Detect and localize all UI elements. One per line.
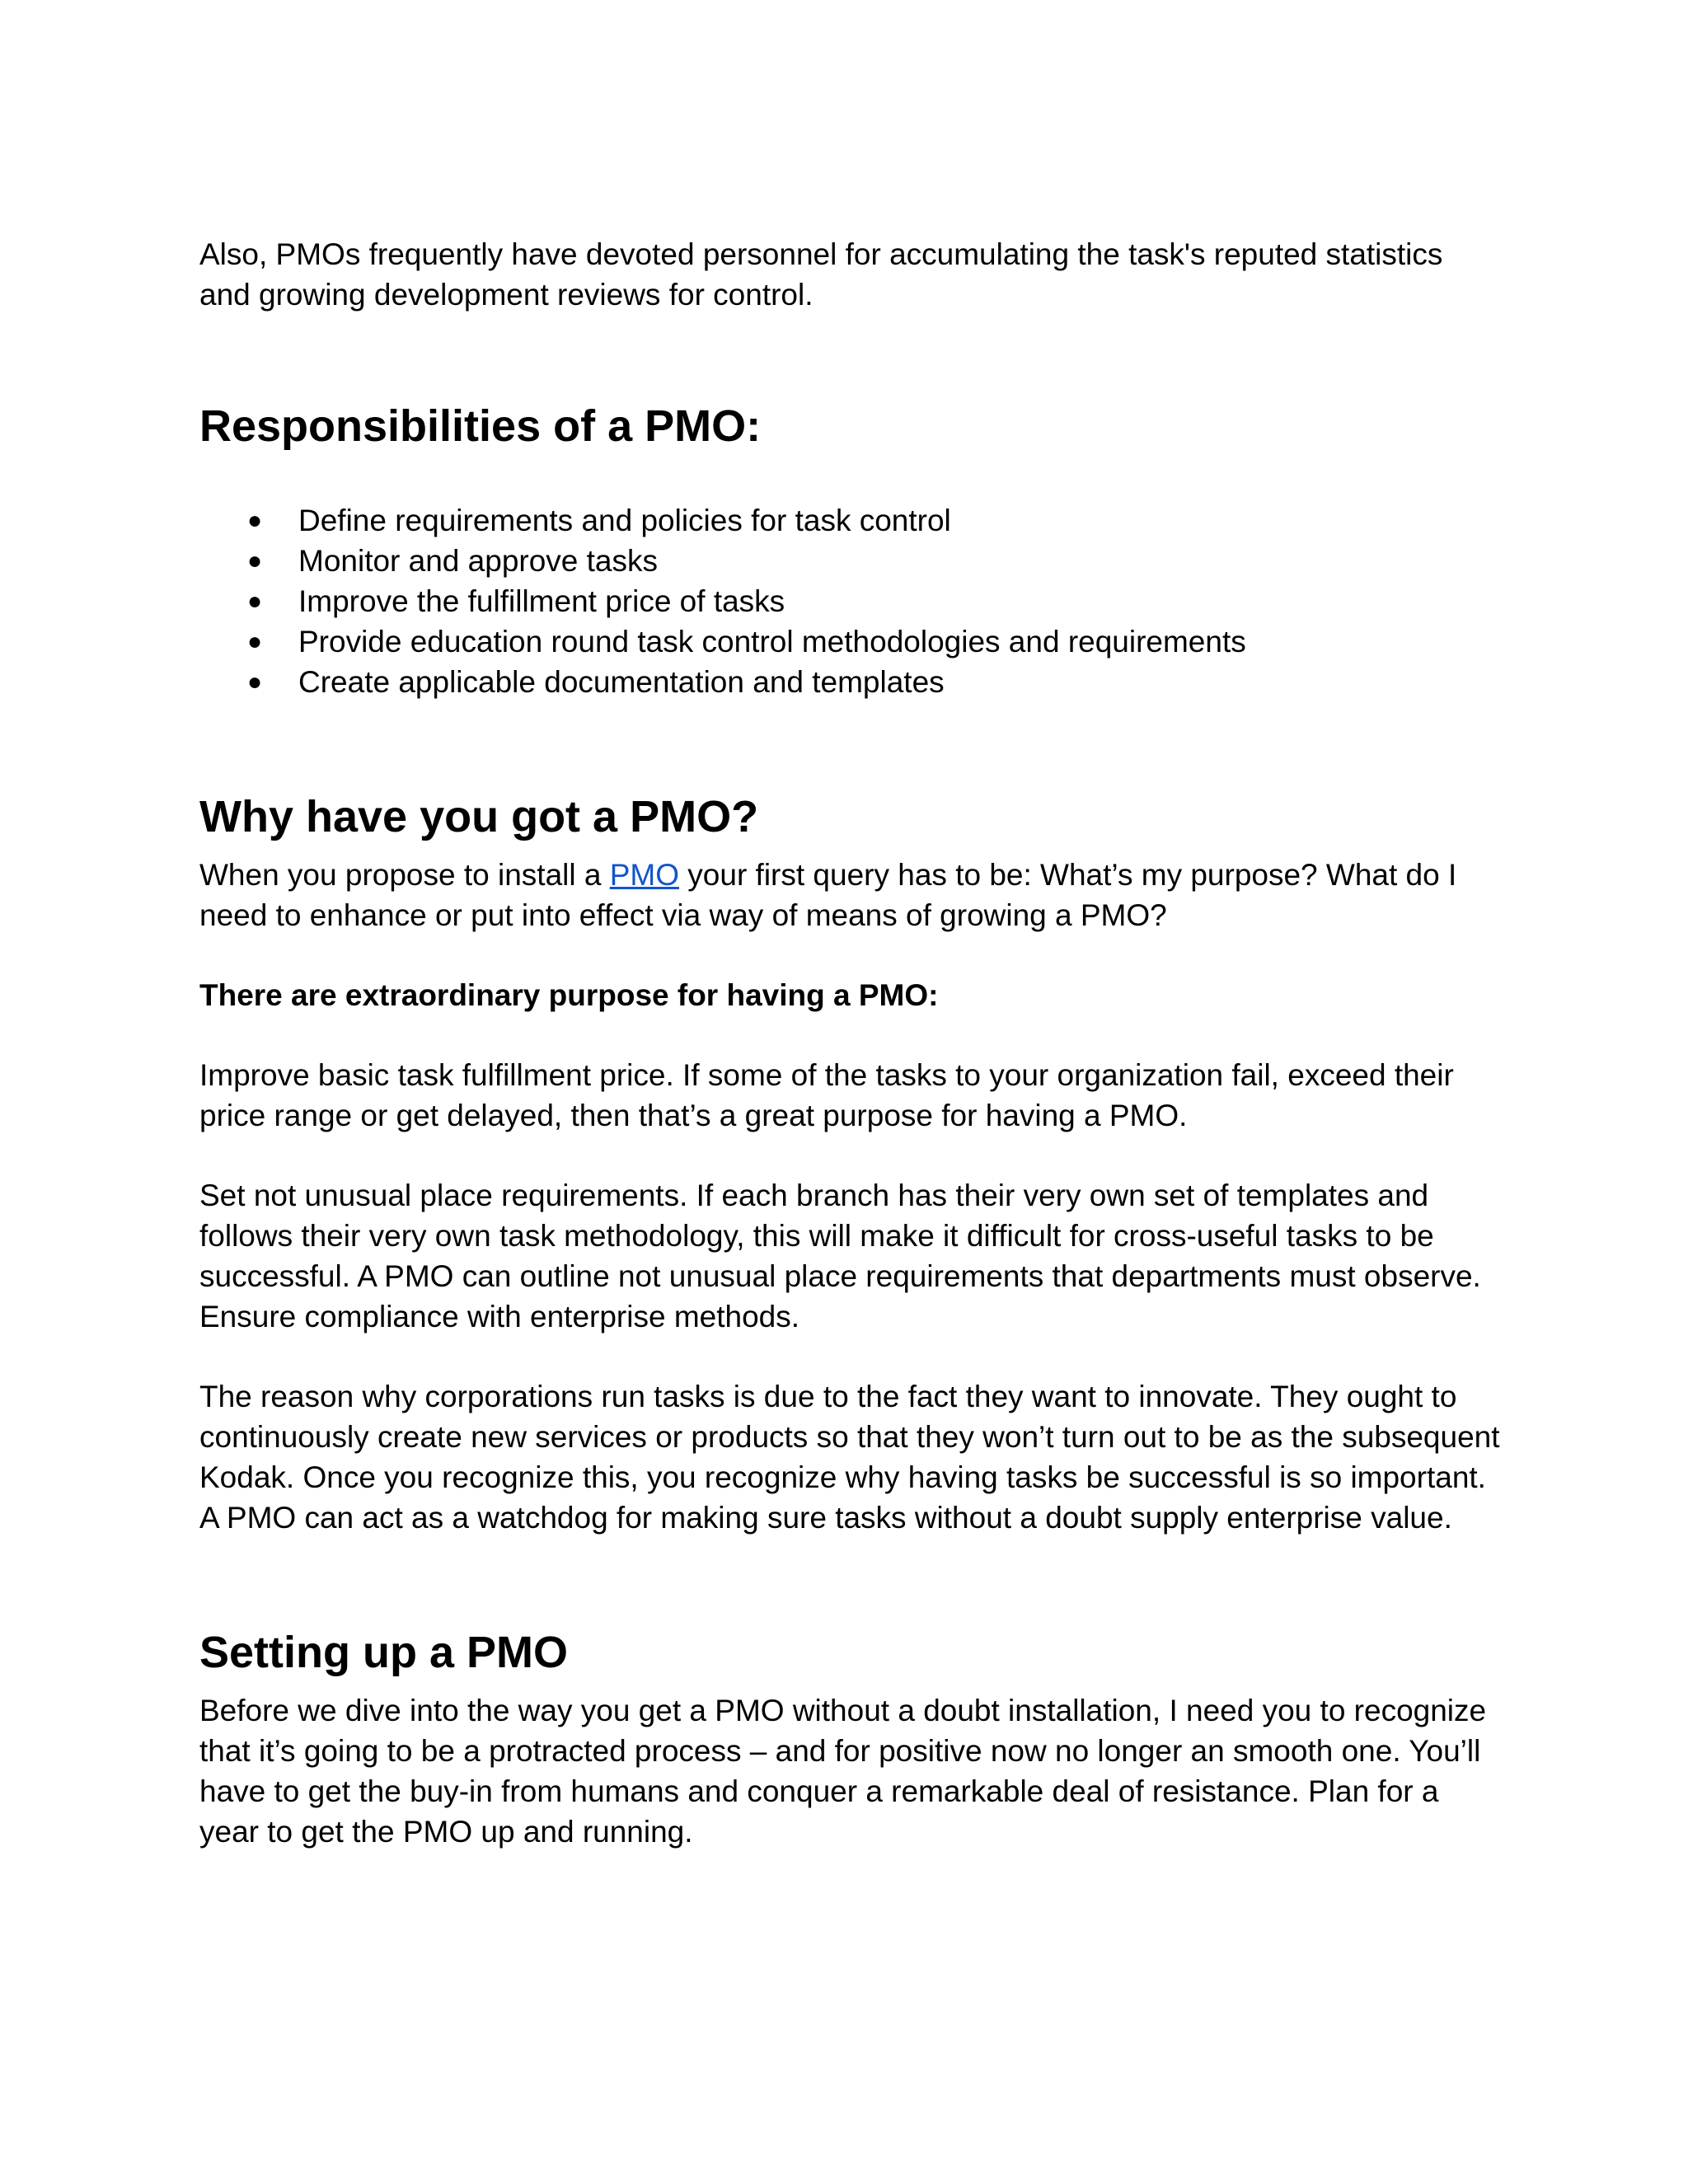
list-item: ● Provide education round task control methodologies and requirements xyxy=(199,621,1502,662)
list-item: ● Monitor and approve tasks xyxy=(199,541,1502,581)
why-heading: Why have you got a PMO? xyxy=(199,792,759,841)
list-item: ● Create applicable documentation and templates xyxy=(199,662,1502,702)
bullet-icon: ● xyxy=(247,547,263,574)
responsibilities-list xyxy=(199,500,1502,702)
why-paragraph-4: The reason why corporations run tasks is due to the fact they want to innovate. They ought to continuously create new services or products so that they won’t turn out to be as the subsequent Kodak. Once you recognize this, you recognize why having tasks be successful is so important. A PMO can act as a watchdog for making sure tasks without a doubt supply enterprise value. xyxy=(199,1380,1500,1535)
why-paragraph-3: Set not unusual place requirements. If each branch has their very own set of templates and follows their very own task methodology, this will make it difficult for cross-useful tasks to be successful. A PMO can outline not unusual place requirements that departments must observe. Ensure compliance with enterprise methods. xyxy=(199,1179,1481,1333)
bullet-icon: ● xyxy=(247,628,263,655)
list-item: ● Define requirements and policies for task control xyxy=(199,500,1502,541)
intro-paragraph: Also, PMOs frequently have devoted personnel for accumulating the task's reputed statistics and growing development reviews for control. xyxy=(199,237,1443,312)
document-page xyxy=(199,234,1502,1852)
setup-heading: Setting up a PMO xyxy=(199,1628,569,1677)
why-bold-line: There are extraordinary purpose for having a PMO: xyxy=(199,978,939,1012)
bullet-icon: ● xyxy=(247,507,263,534)
bullet-icon: ● xyxy=(247,668,263,696)
bullet-icon: ● xyxy=(247,588,263,615)
list-item: ● Improve the fulfillment price of tasks xyxy=(199,581,1502,621)
pmo-link[interactable]: PMO xyxy=(609,858,680,892)
why-paragraph-2: Improve basic task fulfillment price. If some of the tasks to your organization fail, exceed their price range or get delayed, then that’s a great purpose for having a PMO. xyxy=(199,1058,1454,1132)
setup-paragraph-1: Before we dive into the way you get a PMO without a doubt installation, I need you to recognize that it’s going to be a protracted process – and for positive now no longer an smooth one. You’ll have to get the buy-in from humans and conquer a remarkable deal of resistance. Plan for a year to get the PMO up and running. xyxy=(199,1694,1487,1849)
responsibilities-heading: Responsibilities of a PMO: xyxy=(199,401,762,451)
why-paragraph-1: When you propose to install a PMO your first query has to be: What’s my purpose? What do I need to enhance or put into effect via way of means of growing a PMO? xyxy=(199,858,1457,932)
